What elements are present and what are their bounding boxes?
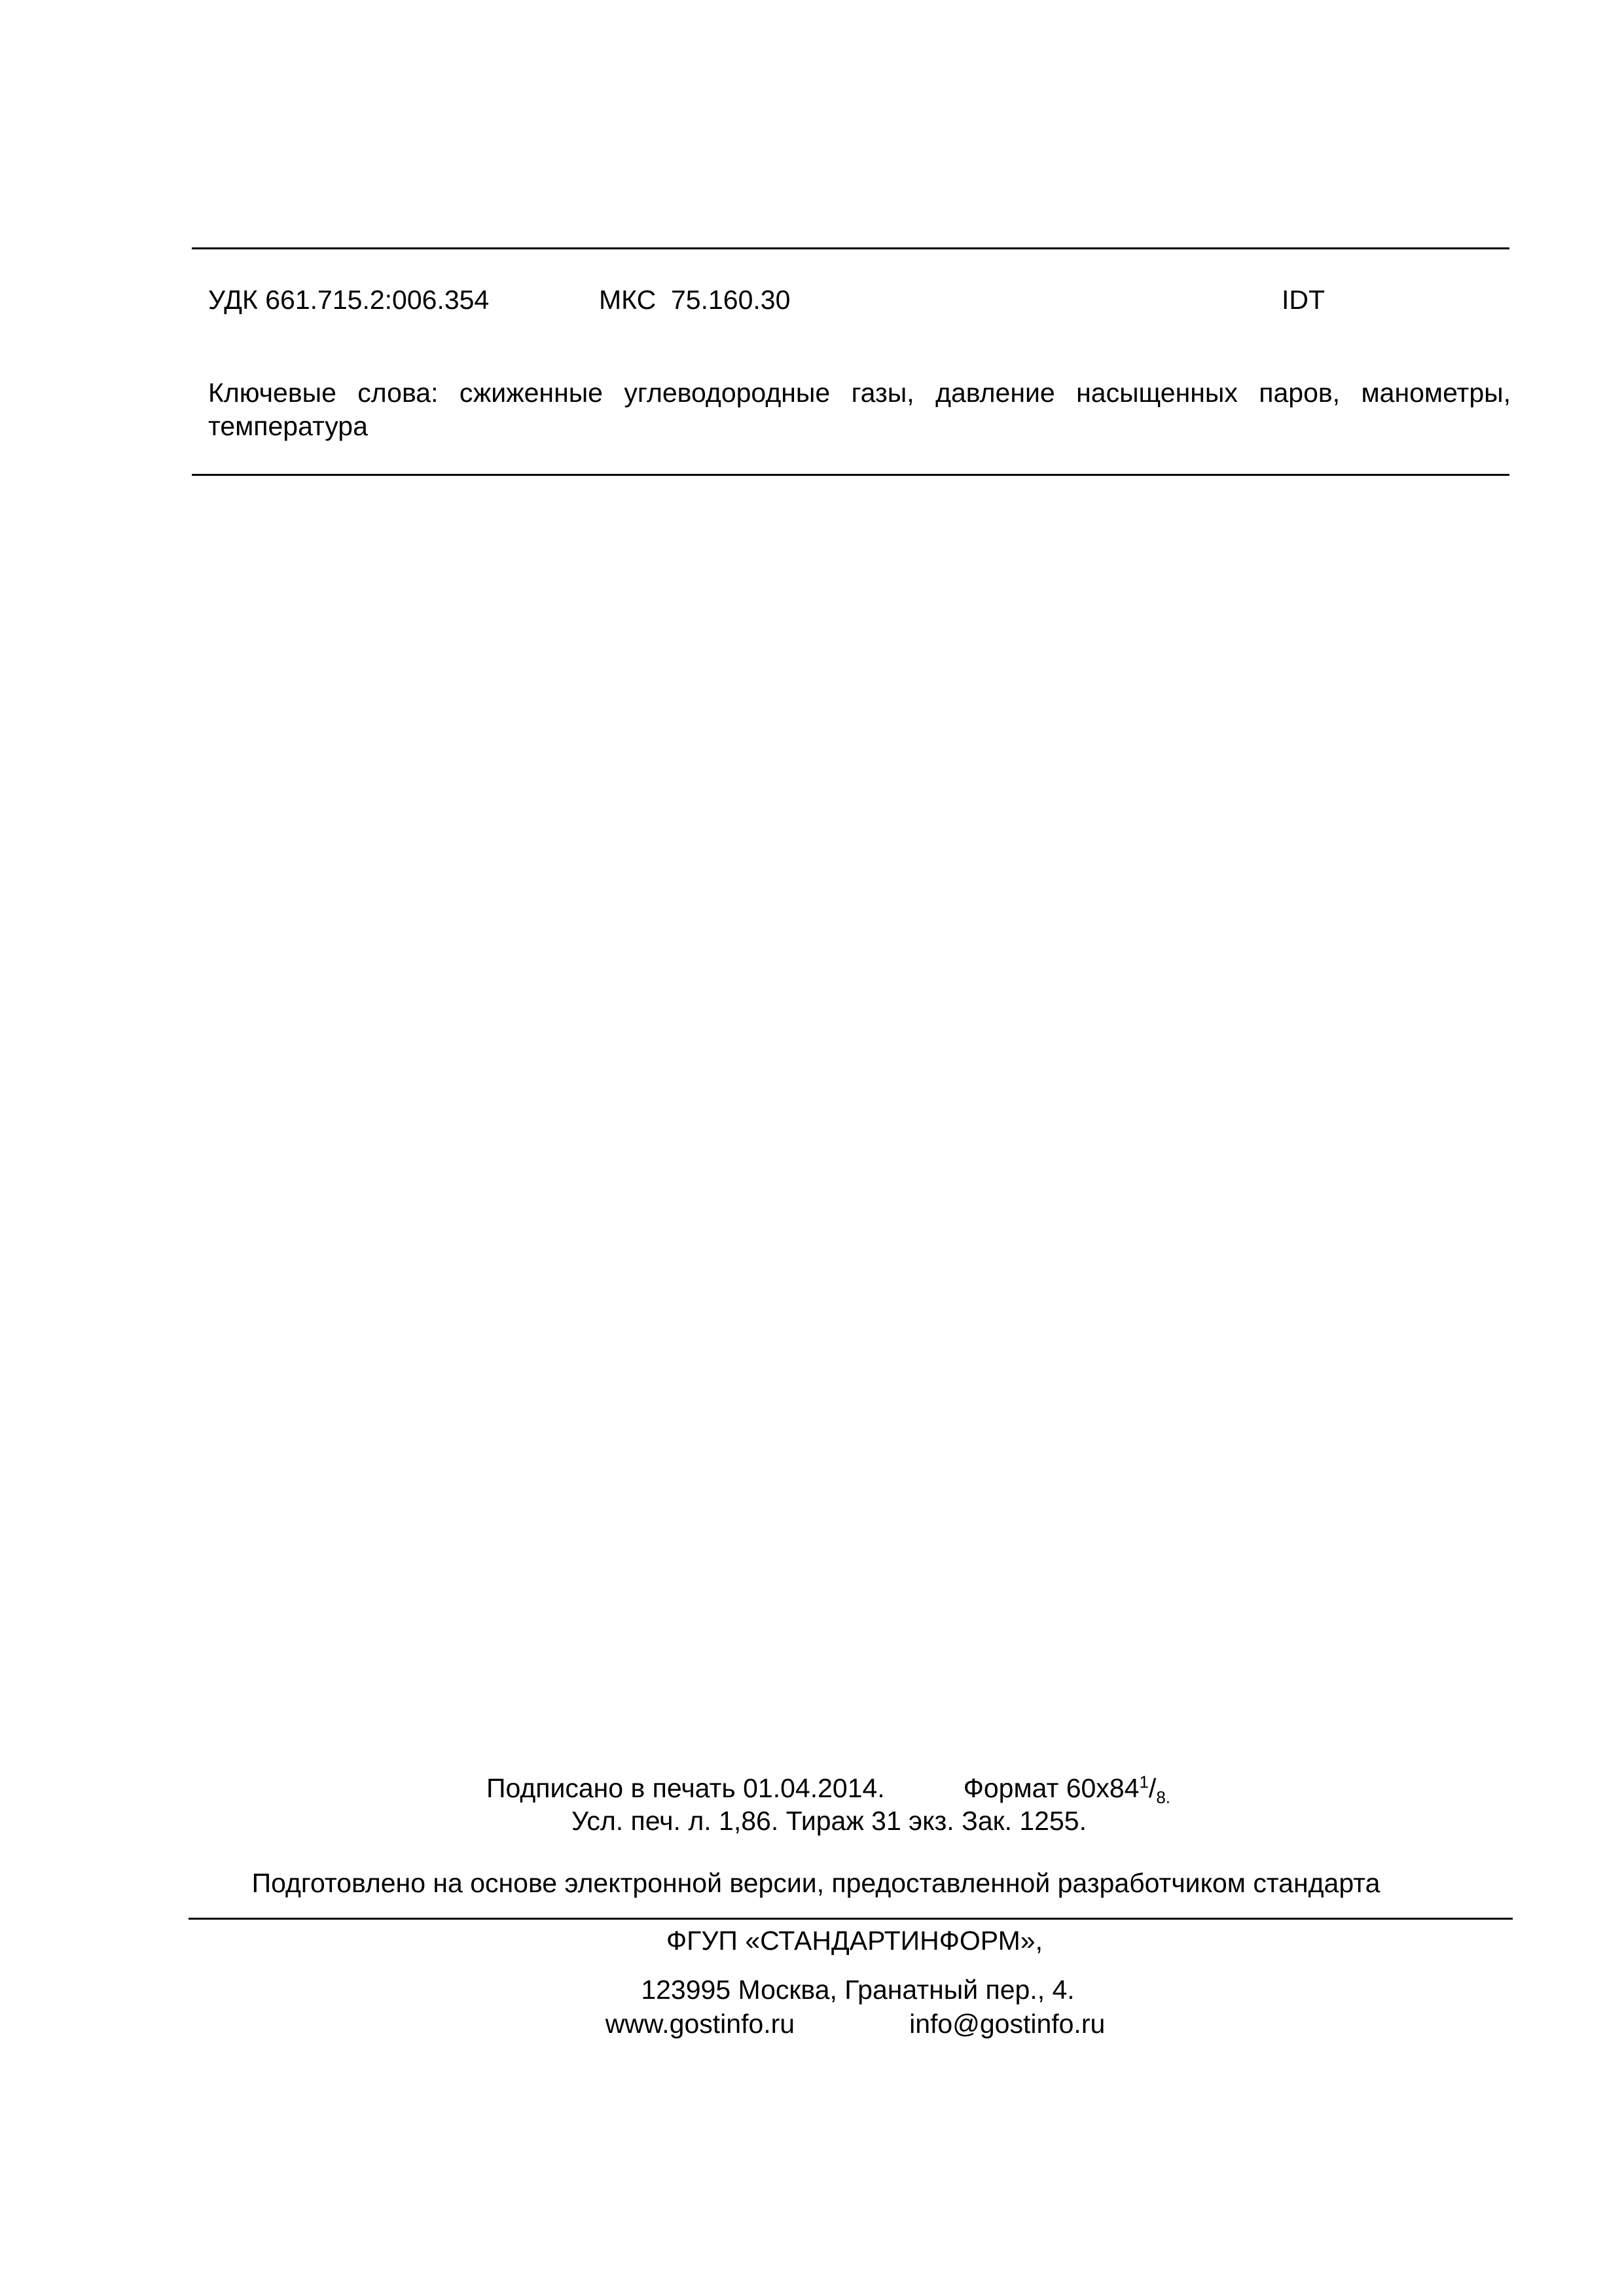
publisher-contacts (0, 2011, 1624, 2037)
udk-code: УДК 661.715.2:006.354 (208, 285, 490, 315)
publisher-divider (189, 1918, 1513, 1920)
email-link[interactable]: info@gostinfo.ru (909, 2009, 1106, 2039)
prepared-note: Подготовлено на основе электронной версии, предоставленной разработчиком стандарта (251, 1868, 1380, 1898)
format-info: Формат $60х84^1/_{8.}$ (963, 1772, 1171, 1808)
publisher-address: 123995 Москва, Гранатный пер., 4. (641, 1975, 1075, 2005)
mks-code: МКС 75.160.30 (599, 285, 791, 315)
imprint-line-1 (0, 1772, 1624, 1808)
signed-date: Подписано в печать 01.04.2014. (486, 1773, 885, 1803)
website-link[interactable]: www.gostinfo.ru (605, 2009, 795, 2039)
publisher-name: ФГУП «СТАНДАРТИНФОРМ», (666, 1926, 1043, 1956)
header-bottom-divider (192, 474, 1509, 476)
print-info: Усл. печ. л. 1,86. Тираж 31 экз. Зак. 1255. (571, 1806, 1087, 1836)
top-divider (192, 247, 1509, 249)
idt-label: IDT (1282, 285, 1326, 315)
keywords: Ключевые слова: сжиженные углеводородные газы, давление насыщенных паров, манометры, температура (208, 378, 1511, 441)
